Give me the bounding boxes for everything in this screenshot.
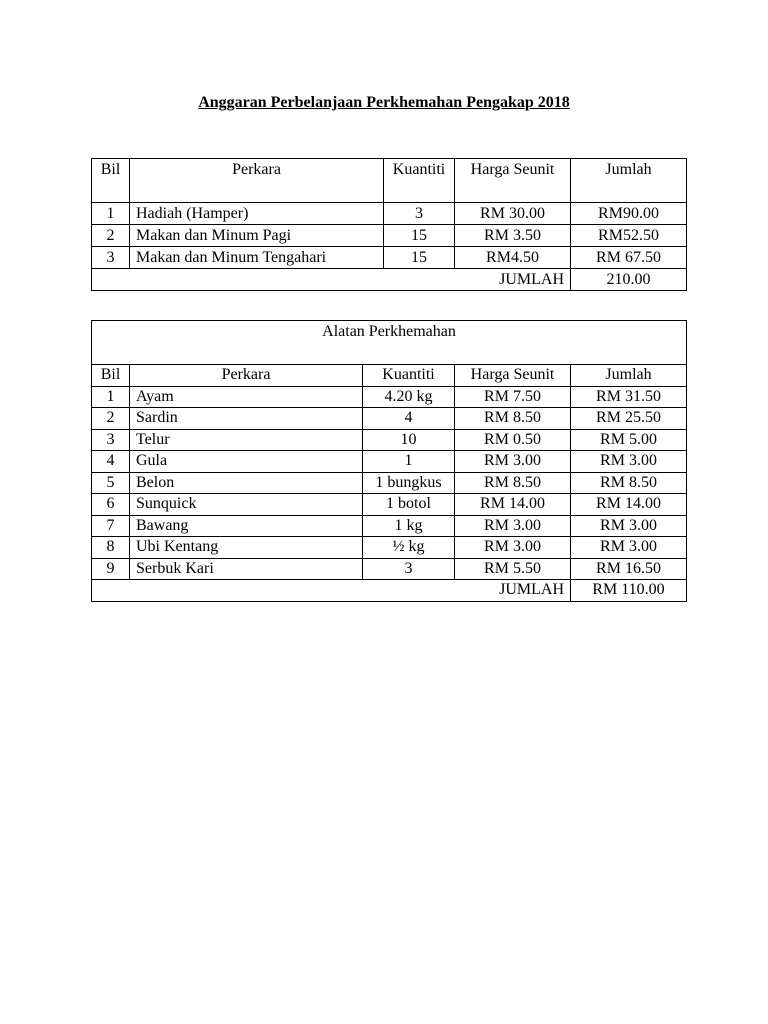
cell-bil: 9 (92, 558, 130, 580)
total-row (92, 269, 687, 291)
cell-harga-seunit: RM4.50 (455, 247, 571, 269)
table-row (92, 408, 687, 430)
table-row (92, 429, 687, 451)
cell-bil: 4 (92, 451, 130, 473)
cell-perkara: Bawang (130, 515, 363, 537)
header-harga-seunit: Harga Seunit (455, 159, 571, 203)
cell-jumlah: RM52.50 (571, 225, 687, 247)
cell-jumlah: RM 67.50 (571, 247, 687, 269)
cell-harga-seunit: RM 7.50 (455, 386, 571, 408)
camping-supplies-table (91, 320, 687, 602)
cell-jumlah: RM 31.50 (571, 386, 687, 408)
header-harga-seunit: Harga Seunit (455, 365, 571, 387)
header-kuantiti: Kuantiti (363, 365, 455, 387)
cell-kuantiti: 1 bungkus (363, 472, 455, 494)
cell-bil: 1 (92, 203, 130, 225)
cell-perkara: Makan dan Minum Tengahari (130, 247, 384, 269)
table-row (92, 537, 687, 559)
cell-kuantiti: 15 (384, 225, 455, 247)
total-row (92, 580, 687, 602)
header-jumlah: Jumlah (571, 159, 687, 203)
cell-jumlah: RM 3.00 (571, 451, 687, 473)
header-perkara: Perkara (130, 365, 363, 387)
cell-perkara: Sunquick (130, 494, 363, 516)
table-row (92, 494, 687, 516)
table-header-row (92, 159, 687, 203)
cell-perkara: Belon (130, 472, 363, 494)
cell-harga-seunit: RM 8.50 (455, 408, 571, 430)
cell-perkara: Gula (130, 451, 363, 473)
cell-bil: 2 (92, 225, 130, 247)
cell-perkara: Ayam (130, 386, 363, 408)
cell-bil: 5 (92, 472, 130, 494)
cell-bil: 1 (92, 386, 130, 408)
table-row (92, 386, 687, 408)
cell-harga-seunit: RM 3.00 (455, 537, 571, 559)
cell-kuantiti: 4 (363, 408, 455, 430)
cell-kuantiti: 1 kg (363, 515, 455, 537)
cell-harga-seunit: RM 14.00 (455, 494, 571, 516)
cell-bil: 7 (92, 515, 130, 537)
total-label: JUMLAH (92, 580, 571, 602)
cell-kuantiti: 15 (384, 247, 455, 269)
table-row (92, 472, 687, 494)
cell-jumlah: RM 3.00 (571, 537, 687, 559)
cell-perkara: Sardin (130, 408, 363, 430)
cell-kuantiti: 3 (384, 203, 455, 225)
table-row (92, 558, 687, 580)
header-bil: Bil (92, 365, 130, 387)
cell-harga-seunit: RM 0.50 (455, 429, 571, 451)
cell-bil: 2 (92, 408, 130, 430)
cell-jumlah: RM 14.00 (571, 494, 687, 516)
cell-perkara: Ubi Kentang (130, 537, 363, 559)
table-row (92, 203, 687, 225)
cell-perkara: Makan dan Minum Pagi (130, 225, 384, 247)
cell-kuantiti: ½ kg (363, 537, 455, 559)
total-value: RM 110.00 (571, 580, 687, 602)
cell-kuantiti: 1 botol (363, 494, 455, 516)
cell-perkara: Serbuk Kari (130, 558, 363, 580)
total-value: 210.00 (571, 269, 687, 291)
cell-harga-seunit: RM 3.50 (455, 225, 571, 247)
cell-bil: 3 (92, 429, 130, 451)
section-title: Alatan Perkhemahan (92, 321, 687, 365)
cell-kuantiti: 1 (363, 451, 455, 473)
cell-harga-seunit: RM 3.00 (455, 515, 571, 537)
cell-bil: 6 (92, 494, 130, 516)
header-perkara: Perkara (130, 159, 384, 203)
cell-harga-seunit: RM 8.50 (455, 472, 571, 494)
header-kuantiti: Kuantiti (384, 159, 455, 203)
cell-harga-seunit: RM 30.00 (455, 203, 571, 225)
header-jumlah: Jumlah (571, 365, 687, 387)
table-row (92, 225, 687, 247)
header-bil: Bil (92, 159, 130, 203)
cell-perkara: Hadiah (Hamper) (130, 203, 384, 225)
cell-jumlah: RM 5.00 (571, 429, 687, 451)
cell-bil: 8 (92, 537, 130, 559)
cell-kuantiti: 3 (363, 558, 455, 580)
cell-jumlah: RM 16.50 (571, 558, 687, 580)
table-row (92, 247, 687, 269)
cell-jumlah: RM90.00 (571, 203, 687, 225)
cell-kuantiti: 4.20 kg (363, 386, 455, 408)
cell-jumlah: RM 25.50 (571, 408, 687, 430)
cell-kuantiti: 10 (363, 429, 455, 451)
cell-perkara: Telur (130, 429, 363, 451)
cell-bil: 3 (92, 247, 130, 269)
cell-harga-seunit: RM 3.00 (455, 451, 571, 473)
table-row (92, 515, 687, 537)
section-title-row (92, 321, 687, 365)
table-row (92, 451, 687, 473)
budget-table (91, 158, 687, 291)
cell-harga-seunit: RM 5.50 (455, 558, 571, 580)
document-title: Anggaran Perbelanjaan Perkhemahan Pengakap 2018 (198, 94, 570, 111)
table-header-row (92, 365, 687, 387)
total-label: JUMLAH (92, 269, 571, 291)
cell-jumlah: RM 3.00 (571, 515, 687, 537)
cell-jumlah: RM 8.50 (571, 472, 687, 494)
